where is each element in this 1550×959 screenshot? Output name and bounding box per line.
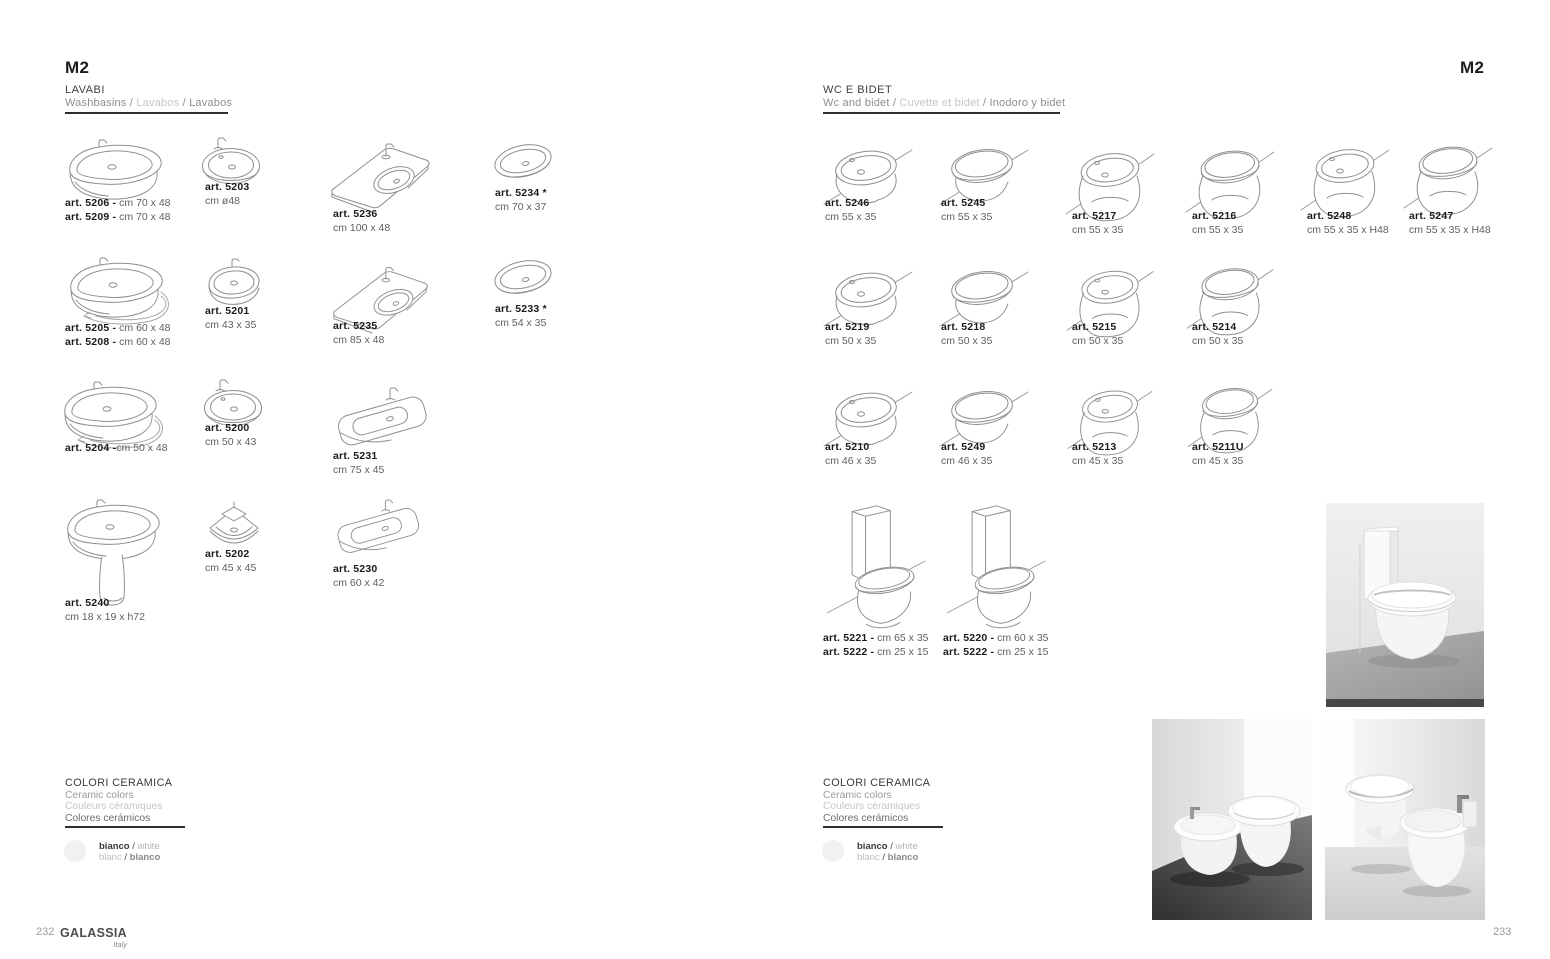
subtitle-en: Washbasins <box>65 97 127 109</box>
label-art-5206-5209: art. 5206 - cm 70 x 48 art. 5209 - cm 70 x 48 <box>65 197 171 223</box>
label-art-5204: art. 5204 -cm 50 x 48 <box>65 442 168 454</box>
label-art-5248: art. 5248 cm 55 x 35 x H48 <box>1307 210 1389 236</box>
bianco-swatch <box>64 840 86 862</box>
photo-wallhung-wc-and-bidet <box>1325 719 1485 920</box>
brand-logo <box>60 924 127 949</box>
oval-basin-drawing-5234 <box>490 138 556 184</box>
label-art-5200: art. 5200 cm 50 x 43 <box>205 422 257 448</box>
washbasin-drawing-5201 <box>202 258 266 312</box>
floor-wc-drawing-5247 <box>1400 134 1496 218</box>
label-art-5210: art. 5210 cm 46 x 35 <box>825 441 877 467</box>
subtitle-sep: / <box>129 97 134 109</box>
monoblock-wc-drawing-5220 <box>942 502 1050 632</box>
label-art-5235: art. 5235 cm 85 x 48 <box>333 320 385 346</box>
left-header-rule <box>65 112 228 114</box>
label-art-5247: art. 5247 cm 55 x 35 x H48 <box>1409 210 1491 236</box>
label-art-5249: art. 5249 cm 46 x 35 <box>941 441 993 467</box>
label-art-5202: art. 5202 cm 45 x 45 <box>205 548 257 574</box>
ceramic-colors-es: Colores cerámicos <box>65 812 151 824</box>
ceramic-colors-rule-right <box>823 826 943 828</box>
right-section-subtitle <box>823 97 1065 109</box>
brand-name: GALASSIA <box>60 926 127 940</box>
swatch-label-line1: bianco / white <box>857 841 918 852</box>
swatch-label-line2: blanc / blanco <box>99 852 161 863</box>
label-art-5234: art. 5234 * cm 70 x 37 <box>495 187 547 213</box>
label-art-5216: art. 5216 cm 55 x 35 <box>1192 210 1244 236</box>
ceramic-colors-es: Colores cerámicos <box>823 812 909 824</box>
brand-country: Italy <box>113 940 127 949</box>
floor-bidet-drawing-5248 <box>1297 136 1393 220</box>
page-number-right: 233 <box>1493 926 1512 938</box>
console-basin-drawing-5236 <box>328 134 434 214</box>
subtitle-sep: / <box>182 97 186 109</box>
ceramic-colors-left <box>65 778 172 824</box>
right-section-title: WC E BIDET <box>823 84 893 96</box>
shelf-basin-drawing-5231 <box>332 386 432 454</box>
label-art-5215: art. 5215 cm 50 x 35 <box>1072 321 1124 347</box>
subtitle-sep: / <box>982 97 987 109</box>
subtitle-fr: Lavabos <box>136 97 180 109</box>
label-art-5245: art. 5245 cm 55 x 35 <box>941 197 993 223</box>
subtitle-fr: Cuvette et bidet <box>899 97 980 109</box>
ceramic-colors-title: COLORI CERAMICA <box>823 777 931 789</box>
washbasin-drawing-5206 <box>60 138 172 204</box>
swatch-label-line1: bianco / white <box>99 841 160 852</box>
ceramic-colors-fr: Couleurs céramiques <box>823 801 921 813</box>
ceramic-colors-en: Ceramic colors <box>65 789 134 801</box>
monoblock-wc-drawing-5221 <box>822 502 930 632</box>
label-art-5214: art. 5214 cm 50 x 35 <box>1192 321 1244 347</box>
label-art-5203: art. 5203 cm ø48 <box>205 181 250 207</box>
label-art-5213: art. 5213 cm 45 x 35 <box>1072 441 1124 467</box>
page-number-left: 232 <box>36 926 55 938</box>
ceramic-colors-en: Ceramic colors <box>823 789 892 801</box>
ceramic-colors-rule-left <box>65 826 185 828</box>
left-section-subtitle <box>65 97 232 109</box>
subtitle-en: Wc and bidet <box>823 97 890 109</box>
oval-basin-drawing-5233 <box>490 254 556 300</box>
label-art-5211U: art. 5211U cm 45 x 35 <box>1192 441 1244 467</box>
label-art-5201: art. 5201 cm 43 x 35 <box>205 305 257 331</box>
ceramic-colors-right <box>823 778 930 824</box>
label-art-5221-5222: art. 5221 - cm 65 x 35 art. 5222 - cm 25 x 15 <box>823 632 929 658</box>
shelf-basin-drawing-5230 <box>332 498 424 561</box>
photo-monoblock-wc <box>1326 503 1484 707</box>
label-art-5220-5222: art. 5220 - cm 60 x 35 art. 5222 - cm 25 x 15 <box>943 632 1049 658</box>
subtitle-es: Lavabos <box>189 97 233 109</box>
bianco-swatch <box>822 840 844 862</box>
label-art-5230: art. 5230 cm 60 x 42 <box>333 563 385 589</box>
label-art-5219: art. 5219 cm 50 x 35 <box>825 321 877 347</box>
subtitle-es: Inodoro y bidet <box>989 97 1066 109</box>
photo-floor-bidet-and-wc <box>1152 719 1312 920</box>
label-art-5240: art. 5240 cm 18 x 19 x h72 <box>65 597 145 623</box>
label-art-5246: art. 5246 cm 55 x 35 <box>825 197 877 223</box>
page-code-right: M2 <box>1460 58 1485 77</box>
label-art-5233: art. 5233 * cm 54 x 35 <box>495 303 547 329</box>
page-code-left: M2 <box>65 58 90 77</box>
ceramic-colors-title: COLORI CERAMICA <box>65 777 173 789</box>
swatch-label-line2: blanc / blanco <box>857 852 919 863</box>
left-section-title: LAVABI <box>65 84 105 96</box>
label-art-5218: art. 5218 cm 50 x 35 <box>941 321 993 347</box>
label-art-5231: art. 5231 cm 75 x 45 <box>333 450 385 476</box>
subtitle-sep: / <box>892 97 897 109</box>
label-art-5205-5208: art. 5205 - cm 60 x 48 art. 5208 - cm 60 x 48 <box>65 322 171 348</box>
label-art-5217: art. 5217 cm 55 x 35 <box>1072 210 1124 236</box>
pedestal-basin-drawing-5240 <box>58 498 170 610</box>
right-header-rule <box>823 112 1060 114</box>
ceramic-colors-fr: Couleurs céramiques <box>65 801 163 813</box>
label-art-5236: art. 5236 cm 100 x 48 <box>333 208 391 234</box>
